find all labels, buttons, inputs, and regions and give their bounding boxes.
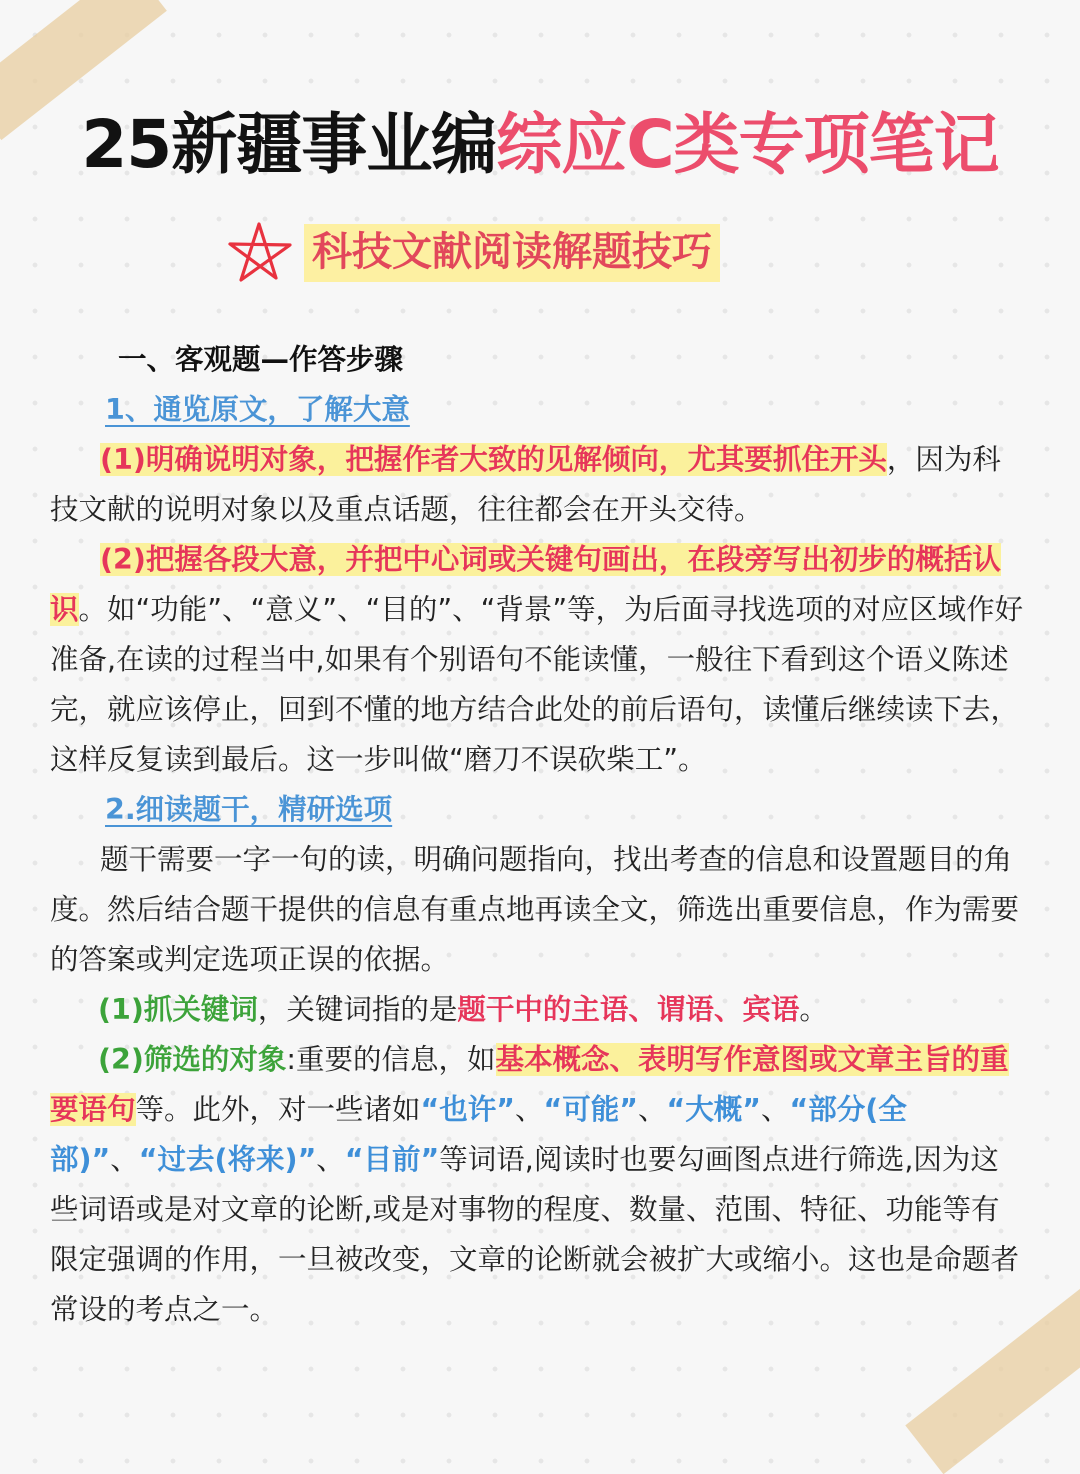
step1-p1-text: ，因为科技文献的说明对象以及重点话题，往往都会在开头交待。 [50, 443, 1001, 526]
keyword-muqian: “目前” [344, 1143, 440, 1176]
step1-paragraph-1 [50, 435, 1025, 535]
keyword-yexu: “也许” [420, 1093, 515, 1126]
section-heading: 一、客观题—作答步骤 [118, 343, 404, 376]
step1-paragraph-2 [50, 535, 1025, 785]
step2-p1-mid: ，关键词指的是 [257, 993, 458, 1026]
step2-p2-label: (2)筛选的对象 [98, 1043, 287, 1076]
separator: 、 [760, 1093, 790, 1126]
notes-content [50, 335, 1025, 1335]
step2-heading: 2.细读题干，精研选项 [105, 793, 393, 826]
title-part-red: 综应C类专项笔记 [496, 106, 999, 183]
step2-p2-mid: :重要的信息，如 [286, 1043, 496, 1076]
step2-paragraph-1 [50, 985, 1025, 1035]
separator: 、 [515, 1093, 544, 1126]
keyword-dagai: “大概” [666, 1093, 761, 1126]
step2-paragraph-2 [50, 1035, 1025, 1335]
step2-p2-end: 等词语,阅读时也要勾画图点进行筛选,因为这些词语或是对文章的论断,或是对事物的程度、数量、范围、特征、功能等有限定强调的作用，一旦被改变，文章的论断就会被扩大或缩小。这也是命题者常设的考点之一。 [50, 1143, 1020, 1326]
step1-heading: 1、通览原文，了解大意 [105, 393, 410, 426]
step2-p1-highlight: 题干中的主语、谓语、宾语 [457, 993, 800, 1026]
separator: 、 [637, 1093, 667, 1126]
keyword-bufen: “部分(全部)” [50, 1093, 907, 1176]
page-title [0, 100, 1080, 190]
subtitle-text: 科技文献阅读解题技巧 [304, 224, 720, 282]
step1-p2-highlight: (2)把握各段大意，并把中心词或关键句画出，在段旁写出初步的概括认识 [50, 543, 1001, 626]
step2-p2-highlight: 基本概念、表明写作意图或文章主旨的重要语句 [50, 1043, 1009, 1126]
step1-p1-highlight: (1)明确说明对象，把握作者大致的见解倾向，尤其要抓住开头 [100, 443, 887, 476]
step2-p2-after: 等。此外，对一些诸如 [135, 1093, 421, 1126]
keyword-guoqu: “过去(将来)” [138, 1143, 317, 1176]
star-icon [220, 218, 298, 288]
title-part-black: 25新疆事业编 [81, 106, 497, 183]
subtitle-row [220, 218, 720, 288]
step2-p1-label: (1)抓关键词 [98, 993, 258, 1026]
separator: 、 [110, 1143, 139, 1176]
step2-intro: 题干需要一字一句的读，明确问题指向，找出考查的信息和设置题目的角度。然后结合题干提供的信息有重点地再读全文，筛选出重要信息，作为需要的答案或判定选项正误的依据。 [50, 843, 1020, 976]
step2-p1-end: 。 [799, 993, 828, 1026]
keyword-keneng: “可能” [543, 1093, 638, 1126]
step1-p2-text: 。如“功能”、“意义”、“目的”、“背景”等，为后面寻找选项的对应区域作好准备,在读的过程当中,如果有个别语句不能读懂，一般往下看到这个语义陈述完，就应该停止，回到不懂的地方结合此处的前后语句，读懂后继续读下去，这样反复读到最后。这一步叫做“磨刀不误砍柴工”。 [50, 593, 1024, 776]
separator: 、 [316, 1143, 345, 1176]
